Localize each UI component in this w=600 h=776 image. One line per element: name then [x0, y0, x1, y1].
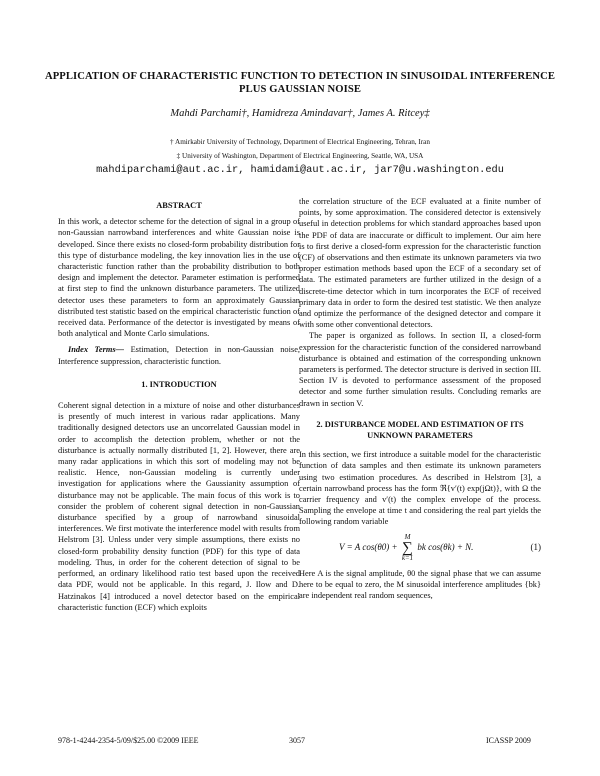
page-number: 3057 [289, 736, 305, 745]
right-paragraph-1: the correlation structure of the ECF evaluated at a finite number of points, by some approximation. The considered detector is extensively useful in detection problems for which standard approaches based upon the PDF of data are inaccurate or difficult to implement. Our aim here is to first derive a closed-form expression for the characteristic function (CF) of observations and then estimate its unknown parameters via two proper estimation methods based upon the ECF of a secondary set of data. The estimated parameters are further utilized in the design of a discrete-time detector which in turn incorporates the ECF of received primary data in order to form the desired test statistic. We then analyze and optimize the performance of the designed detector and compare it with some other conventional detectors. [299, 197, 541, 330]
affiliation-2: ‡ University of Washington, Department of Electrical Engineering, Seattle, WA, USA [176, 152, 424, 160]
equation-number: (1) [530, 542, 541, 553]
abstract-text: In this work, a detector scheme for the detection of signal in a group of non-Gaussian narrowband interferences and white Gaussian noise is developed. Since there exists no closed-form probability distribution for this type of disturbance modeling, the key innovation lies in the use of characteristic function rather than the probability distribution to both design and implement the detector. Parameter estimation is performed at first step to find the unknown disturbance parameters. The utilized detector uses these parameters to form an approximately Gaussian distributed test statistic based on the empirical characteristic function of received data. Performance of the detector is investigated by means of both analytical and Monte Carlo simulations. [58, 217, 300, 339]
conference-name: ICASSP 2009 [486, 736, 531, 745]
section-2-paragraph-2: Here A is the signal amplitude, θ0 the signal phase that we can assume here to be equal to zero, the M sinusoidal interference amplitudes {bk} are independent real random sequences, [299, 568, 541, 601]
equation-rhs: bk cos(θk) + N. [417, 541, 474, 552]
index-terms [58, 344, 300, 366]
index-terms-text: Estimation, Detection in non-Gaussian noise, Interference suppression, characteristic function. [58, 345, 301, 366]
summation [402, 534, 413, 562]
authors: Mahdi Parchami†, Hamidreza Amindavar†, James A. Ritcey‡ [170, 108, 430, 119]
paper-title: APPLICATION OF CHARACTERISTIC FUNCTION TO DETECTION IN SINUSOIDAL INTERFERENCE PLUS GAUSSIAN NOISE [44, 71, 556, 95]
equation-body [339, 534, 473, 562]
affiliation-1: † Amirkabir University of Technology, Department of Electrical Engineering, Tehran, Iran [170, 138, 430, 146]
section-2-heading: 2. DISTURBANCE MODEL AND ESTIMATION OF ITS UNKNOWN PARAMETERS [316, 419, 524, 441]
sum-upper: M [404, 532, 411, 541]
equation-1 [339, 534, 541, 562]
intro-text: Coherent signal detection in a mixture of noise and other disturbances is presently of much interest in various radar applications. Many traditionally designed detectors use an uncorrelated Gaussian model in order to accomplish the detection problem, whether or not the disturbance is actually normally distributed [1, 2]. However, there are many radar applications in which this sort of modeling may not be realistic. Hence, non-Gaussian modeling is currently under investigation for applications where the Gaussianity assumption of disturbance may not be applicable. The main focus of this work is to consider the problem of coherent signal detection in non-Gaussian disturbance specified by a group of narrowband sinusoidal interferences. We first motivate the interference model with results from Helstrom [3]. Unless under very simple assumptions, there exists no closed-form probability density function (PDF) for this type of data modeling. Thus, in order for the coherent detection of signal to be performed, an ordinary likelihood ratio test based upon the received data PDF, would not be applicable. In this regard, J. Ilow and D. Hatzinakos [4] introduced a novel detector based on the empirical characteristic function (ECF) which exploits [58, 401, 300, 612]
sum-symbol: ∑ [402, 539, 413, 556]
sum-lower: k=1 [401, 553, 414, 562]
footer-isbn: 978-1-4244-2354-5/09/$25.00 ©2009 IEEE [58, 736, 199, 745]
left-column [58, 200, 300, 613]
author-emails: mahdiparchami@aut.ac.ir, hamidami@aut.ac.ir, jar7@u.washington.edu [96, 164, 504, 176]
section-2-paragraph-1: In this section, we first introduce a suitable model for the characteristic function of data samples and then estimate its unknown parameters using two estimation procedures. As described in Helstrom [3], a certain narrowband process has the form ℜ{v′(t) exp(jΩt)}, with Ω the carrier frequency and v′(t) the complex envelope of the process. Sampling the envelope at time t and considering the real part yields the following random variable [299, 450, 541, 527]
equation-lhs: V = A cos(θ0) + [339, 541, 398, 552]
intro-heading: 1. INTRODUCTION [141, 379, 217, 389]
right-paragraph-2: The paper is organized as follows. In section II, a closed-form expression for the characteristic function of the considered narrowband disturbance is obtained and estimation of the corresponding unknown parameters is performed. The detector structure is derived in section III. Section IV is devoted to performance assessment of the proposed detector and some further simulation results. Concluding remarks are drawn in section V. [299, 331, 541, 408]
right-column [299, 196, 541, 601]
abstract-heading: ABSTRACT [156, 201, 202, 210]
index-terms-label: Index Terms— [68, 345, 125, 355]
